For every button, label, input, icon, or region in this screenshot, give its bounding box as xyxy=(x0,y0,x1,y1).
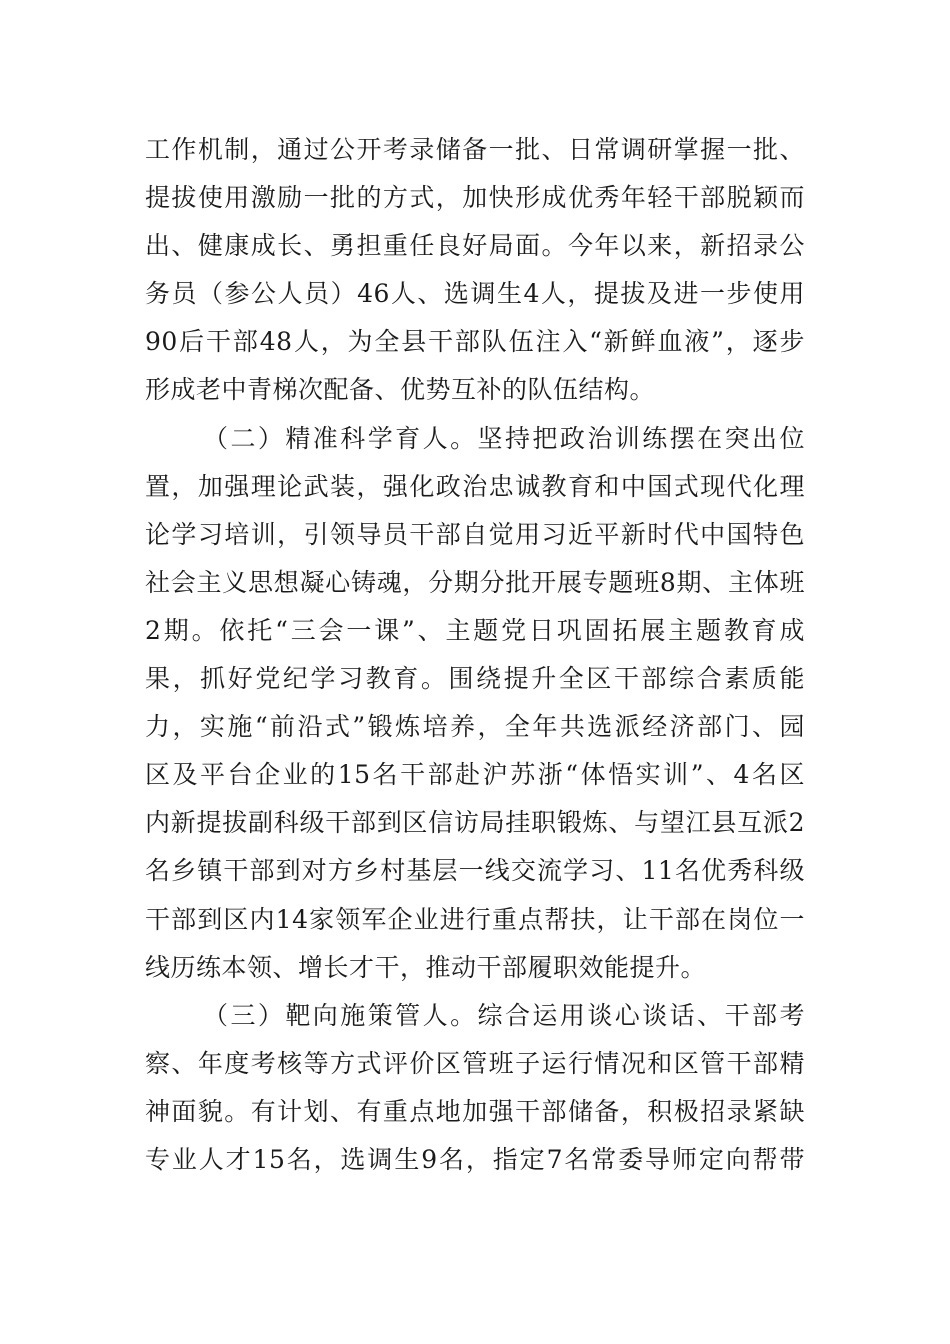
text-line: 社会主义思想凝心铸魂，分期分批开展专题班8期、主体班 xyxy=(145,567,805,597)
text-line: 线历练本领、增长才干，推动干部履职效能提升。 xyxy=(145,952,707,982)
text-line: 力，实施“前沿式”锻炼培养，全年共选派经济部门、园 xyxy=(145,712,805,742)
body-text xyxy=(145,126,805,1184)
text-line: 察、年度考核等方式评价区管班子运行情况和区管干部精 xyxy=(145,1048,805,1078)
section-heading-line: （三）靶向施策管人。综合运用谈心谈话、干部考 xyxy=(203,1000,805,1030)
text-line: 2期。依托“三会一课”、主题党日巩固拓展主题教育成 xyxy=(145,615,805,645)
text-line: 果，抓好党纪学习教育。围绕提升全区干部综合素质能 xyxy=(145,664,805,694)
text-line: 名乡镇干部到对方乡村基层一线交流学习、11名优秀科级 xyxy=(145,856,805,886)
text-line: 工作机制，通过公开考录储备一批、日常调研掌握一批、 xyxy=(145,135,805,164)
text-line: 提拔使用激励一批的方式，加快形成优秀年轻干部脱颖而 xyxy=(145,183,805,213)
text-line: 90后干部48人，为全县干部队伍注入“新鲜血液”，逐步 xyxy=(145,327,805,357)
text-line: 出、健康成长、勇担重任良好局面。今年以来，新招录公 xyxy=(145,231,805,261)
section-heading-line: （二）精准科学育人。坚持把政治训练摆在突出位 xyxy=(203,423,805,453)
text-line: 置，加强理论武装，强化政治忠诚教育和中国式现代化理 xyxy=(145,471,805,501)
text-line: 务员（参公人员）46人、选调生4人，提拔及进一步使用 xyxy=(145,279,805,309)
text-line: 论学习培训，引领导员干部自觉用习近平新时代中国特色 xyxy=(145,519,805,549)
text-line: 区及平台企业的15名干部赴沪苏浙“体悟实训”、4名区 xyxy=(145,760,805,790)
text-line: 专业人才15名，选调生9名，指定7名常委导师定向帮带 xyxy=(145,1144,805,1174)
text-line: 内新提拔副科级干部到区信访局挂职锻炼、与望江县互派2 xyxy=(145,808,805,838)
text-line: 干部到区内14家领军企业进行重点帮扶，让干部在岗位一 xyxy=(145,904,805,934)
text-line: 神面貌。有计划、有重点地加强干部储备，积极招录紧缺 xyxy=(145,1096,805,1126)
text-line: 形成老中青梯次配备、优势互补的队伍结构。 xyxy=(145,375,656,405)
